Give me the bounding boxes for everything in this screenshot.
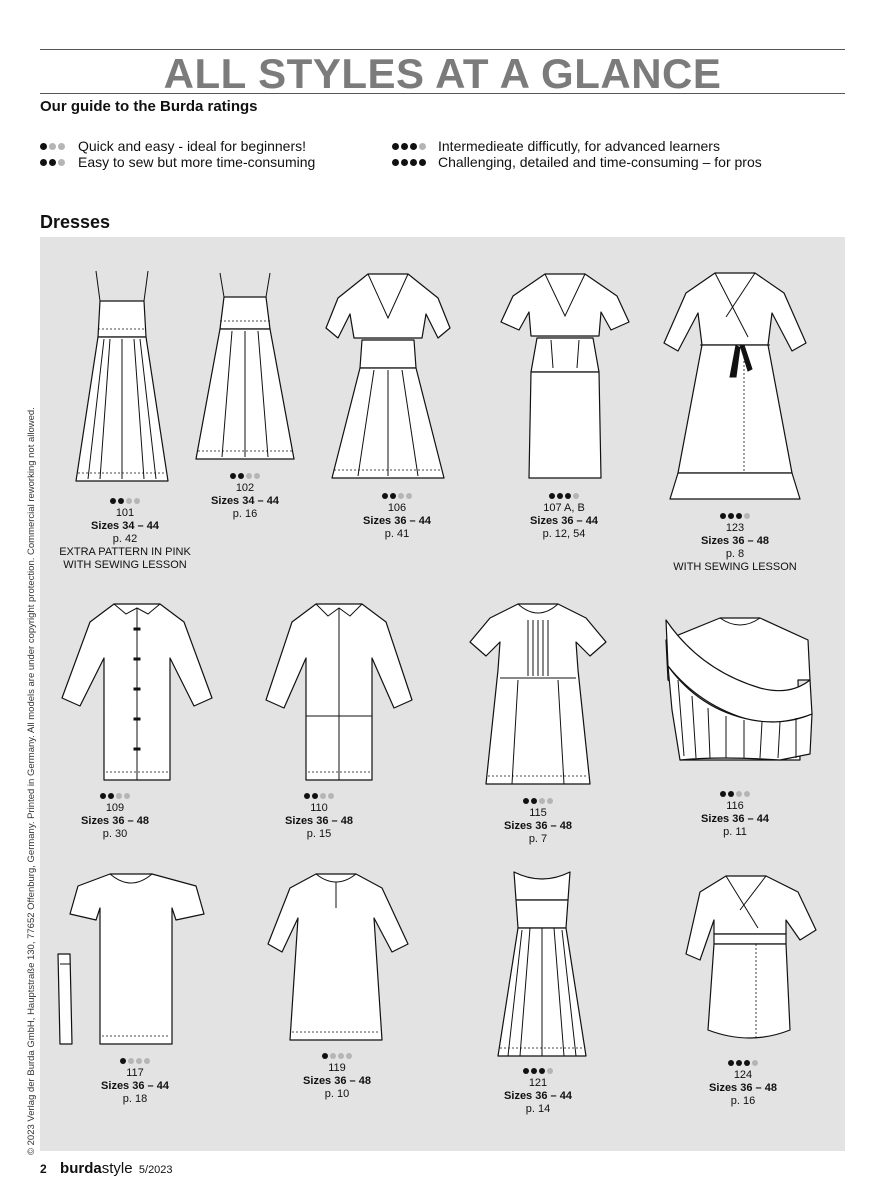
pattern-number: 107 A, B xyxy=(543,502,585,514)
dress-115-drawing xyxy=(466,598,611,793)
size-range: Sizes 36 – 48 xyxy=(709,1082,777,1094)
rating-dots xyxy=(45,1055,225,1067)
dress-106-caption xyxy=(307,490,487,541)
dress-116-drawing xyxy=(660,610,815,785)
dress-121-illustration[interactable] xyxy=(492,866,592,1064)
dress-117-drawing xyxy=(48,868,208,1048)
rating-dots xyxy=(392,143,438,150)
rating-dots xyxy=(653,1057,833,1069)
dress-101-illustration[interactable] xyxy=(58,265,188,493)
dress-106-drawing xyxy=(318,268,458,486)
dress-124-illustration[interactable] xyxy=(680,870,820,1050)
page-reference: p. 15 xyxy=(306,828,332,840)
pattern-number: 123 xyxy=(725,522,745,534)
page-reference: p. 12, 54 xyxy=(542,528,586,540)
dress-107-caption xyxy=(474,490,654,541)
dress-121-caption xyxy=(448,1065,628,1116)
size-range: Sizes 34 – 44 xyxy=(211,495,279,507)
rating-dots xyxy=(229,790,409,802)
page-reference: p. 8 xyxy=(725,548,745,560)
page-reference: p. 41 xyxy=(384,528,410,540)
page-reference: p. 18 xyxy=(122,1093,148,1105)
pattern-note: WITH SEWING LESSON xyxy=(673,561,797,573)
dress-110-drawing xyxy=(254,598,424,788)
rating-dots xyxy=(448,1065,628,1077)
pattern-number: 110 xyxy=(310,802,328,814)
page-reference: p. 7 xyxy=(528,833,548,845)
rating-dots xyxy=(307,490,487,502)
rating-dots xyxy=(392,159,438,166)
size-range: Sizes 36 – 44 xyxy=(363,515,431,527)
pattern-number: 102 xyxy=(235,482,255,494)
rating-dots xyxy=(25,790,205,802)
page-footer xyxy=(40,1160,173,1177)
rating-dots xyxy=(448,795,628,807)
size-range: Sizes 36 – 48 xyxy=(504,820,572,832)
pattern-note: WITH SEWING LESSON xyxy=(63,559,187,571)
dress-109-caption xyxy=(25,790,205,841)
dress-119-drawing xyxy=(264,868,414,1048)
size-range: Sizes 34 – 44 xyxy=(91,520,159,532)
dress-115-illustration[interactable] xyxy=(466,598,611,793)
size-range: Sizes 36 – 44 xyxy=(504,1090,572,1102)
pattern-number: 106 xyxy=(387,502,407,514)
dress-123-drawing xyxy=(660,267,810,507)
section-title-dresses: Dresses xyxy=(40,212,111,232)
dress-124-caption xyxy=(653,1057,833,1108)
dress-107-drawing xyxy=(495,268,635,486)
size-range: Sizes 36 – 44 xyxy=(101,1080,169,1092)
page-reference: p. 30 xyxy=(102,828,128,840)
dress-101-drawing xyxy=(58,265,188,493)
dress-123-caption xyxy=(645,510,825,574)
dress-116-illustration[interactable] xyxy=(660,610,815,785)
pattern-number: 115 xyxy=(529,807,547,819)
dress-117-illustration[interactable] xyxy=(48,868,208,1048)
page-number: 2 xyxy=(40,1162,47,1176)
pattern-number: 117 xyxy=(126,1067,144,1079)
dress-109-illustration[interactable] xyxy=(52,598,222,788)
size-range: Sizes 36 – 44 xyxy=(701,813,769,825)
dress-107-illustration[interactable] xyxy=(495,268,635,486)
title-rule xyxy=(40,93,845,94)
rating-dots xyxy=(474,490,654,502)
rating-dots xyxy=(155,470,335,482)
rating-dots xyxy=(645,510,825,522)
page-reference: p. 14 xyxy=(525,1103,551,1115)
pattern-number: 116 xyxy=(726,800,744,812)
dress-102-drawing xyxy=(190,267,300,467)
rating-dots xyxy=(40,143,78,150)
page-reference: p. 42 xyxy=(112,533,138,545)
rating-dots xyxy=(247,1050,427,1062)
issue-number: 5/2023 xyxy=(138,1164,173,1176)
dress-109-drawing xyxy=(52,598,222,788)
pattern-number: 119 xyxy=(328,1062,346,1074)
pattern-number: 124 xyxy=(733,1069,753,1081)
dress-117-caption xyxy=(45,1055,225,1106)
legend-level-2 xyxy=(40,154,315,170)
dress-110-illustration[interactable] xyxy=(254,598,424,788)
legend-text: Quick and easy - ideal for beginners! xyxy=(78,138,307,154)
page-reference: p. 16 xyxy=(730,1095,756,1107)
legend-text: Intermedieate difficutly, for advanced learners xyxy=(438,138,720,154)
ratings-guide-heading: Our guide to the Burda ratings xyxy=(40,98,258,115)
size-range: Sizes 36 – 48 xyxy=(285,815,353,827)
size-range: Sizes 36 – 48 xyxy=(701,535,769,547)
legend-level-3 xyxy=(392,138,720,154)
page-title: ALL STYLES AT A GLANCE xyxy=(163,50,722,97)
pattern-number: 109 xyxy=(105,802,125,814)
dress-110-caption xyxy=(229,790,409,841)
dress-115-caption xyxy=(448,795,628,846)
page-reference: p. 10 xyxy=(324,1088,350,1100)
legend-level-1 xyxy=(40,138,306,154)
legend-level-4 xyxy=(392,154,762,170)
dress-119-caption xyxy=(247,1050,427,1101)
dress-121-drawing xyxy=(492,866,592,1064)
dress-102-illustration[interactable] xyxy=(190,267,300,467)
size-range: Sizes 36 – 48 xyxy=(81,815,149,827)
legend-text: Challenging, detailed and time-consuming – for pros xyxy=(438,154,762,170)
dress-106-illustration[interactable] xyxy=(318,268,458,486)
dress-116-caption xyxy=(645,788,825,839)
page-reference: p. 11 xyxy=(723,826,747,838)
pattern-number: 101 xyxy=(115,507,135,519)
copyright-notice: © 2023 Verlag der Burda GmbH, Hauptstraße 130, 77652 Offenburg, Germany. Printed in Germany. All models are under copyright protection. Commercial reworking not allowed. xyxy=(26,407,37,1155)
rating-dots xyxy=(40,159,78,166)
size-range: Sizes 36 – 48 xyxy=(303,1075,371,1087)
page-reference: p. 16 xyxy=(232,508,258,520)
dress-119-illustration[interactable] xyxy=(264,868,414,1048)
dress-123-illustration[interactable] xyxy=(660,267,810,507)
pattern-note: EXTRA PATTERN IN PINK xyxy=(59,546,191,558)
magazine-logo: burdastyle xyxy=(60,1160,133,1177)
size-range: Sizes 36 – 44 xyxy=(530,515,598,527)
dress-124-drawing xyxy=(680,870,820,1050)
pattern-number: 121 xyxy=(528,1077,548,1089)
legend-text: Easy to sew but more time-consuming xyxy=(78,154,316,170)
rating-dots xyxy=(645,788,825,800)
